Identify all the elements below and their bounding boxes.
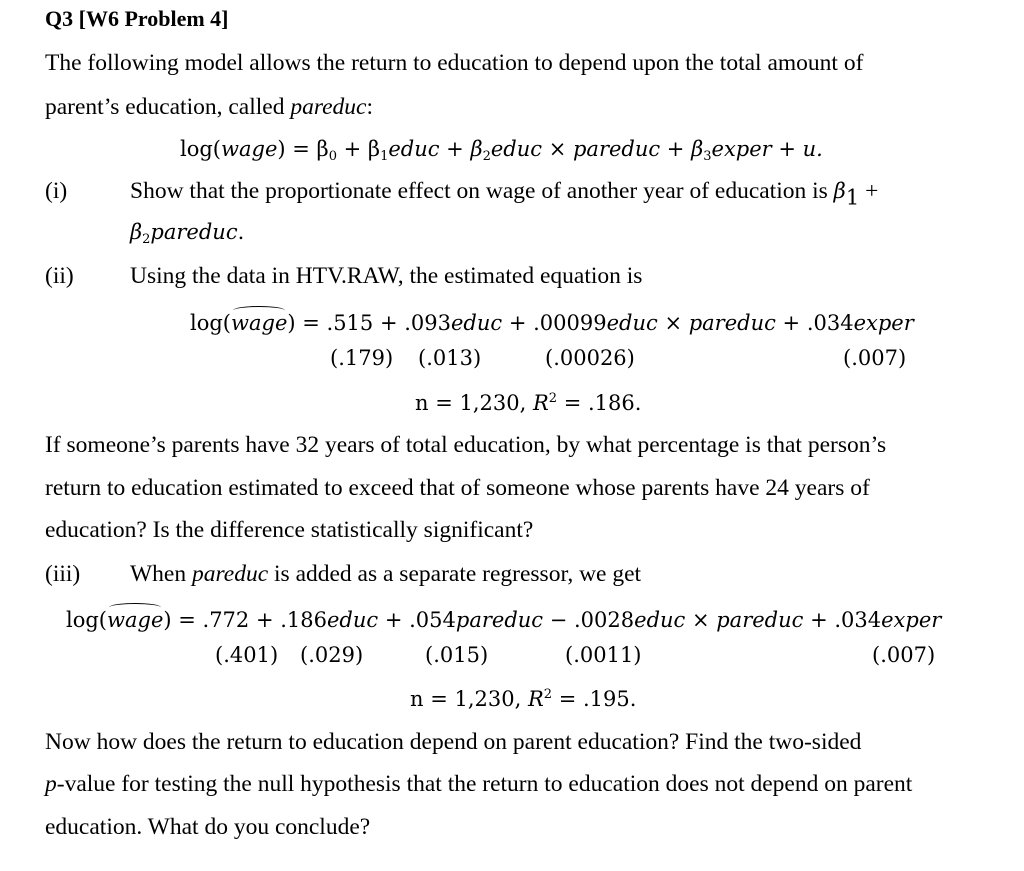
- part-iii-text: When pareduc is added as a separate regressor, we get: [130, 561, 642, 587]
- question-title: Q3 [W6 Problem 4]: [45, 6, 229, 31]
- intro-line-1: The following model allows the return to education to depend upon the total amount of: [45, 50, 864, 76]
- part-ii-question-line-3: education? Is the difference statistically significant?: [45, 517, 534, 543]
- part-ii-question-line-2: return to education estimated to exceed that of someone whose parents have 24 years of: [45, 475, 870, 501]
- part-iii-se-2: (.029): [300, 643, 364, 667]
- part-iii-question-line-2: p-value for testing the null hypothesis that the return to education does not depend on parent: [45, 771, 913, 797]
- part-ii-se-2: (.013): [418, 346, 482, 370]
- part-iii-question-line-3: education. What do you conclude?: [45, 814, 371, 840]
- part-i-label: (i): [45, 178, 68, 204]
- part-ii-se-4: (.007): [843, 346, 907, 370]
- part-iii-se-4: (.0011): [565, 643, 642, 667]
- intro-line-2: parent’s education, called pareduc:: [45, 94, 374, 120]
- part-iii-se-5: (.007): [872, 643, 936, 667]
- part-ii-estimated-equation: log(wage) = .515 + .093educ + .00099educ × pareduc + .034exper: [190, 311, 914, 335]
- part-ii-text: Using the data in HTV.RAW, the estimated equation is: [130, 263, 643, 289]
- part-ii-label: (ii): [45, 263, 74, 289]
- part-ii-se-1: (.179): [330, 346, 394, 370]
- part-i-text: Show that the proportionate effect on wage of another year of education is $\beta_1$ +: [130, 178, 879, 210]
- part-iii-label: (iii): [45, 561, 81, 587]
- part-iii-estimated-equation: log(wage) = .772 + .186educ + .054pareduc − .0028educ × pareduc + .034exper: [66, 608, 942, 632]
- part-i-text-line-2: $\beta_2pareduc$.: [130, 220, 245, 247]
- part-ii-question-line-1: If someone’s parents have 32 years of total education, by what percentage is that person’s: [45, 432, 887, 458]
- part-ii-stats: n = 1,230, $R^2 = .186$.: [415, 391, 642, 415]
- part-iii-se-3: (.015): [425, 643, 489, 667]
- part-iii-question-line-1: Now how does the return to education depend on parent education? Find the two-sided: [45, 729, 862, 755]
- model-equation: log(wage) = $\beta_0$ + $\beta_1educ$ + $\beta_2educ$ × pareduc + $\beta_3exper + u$.: [180, 137, 823, 164]
- part-iii-stats: n = 1,230, $R^2 = .195$.: [410, 687, 637, 711]
- part-ii-se-3: (.00026): [545, 346, 635, 370]
- part-iii-se-1: (.401): [215, 643, 279, 667]
